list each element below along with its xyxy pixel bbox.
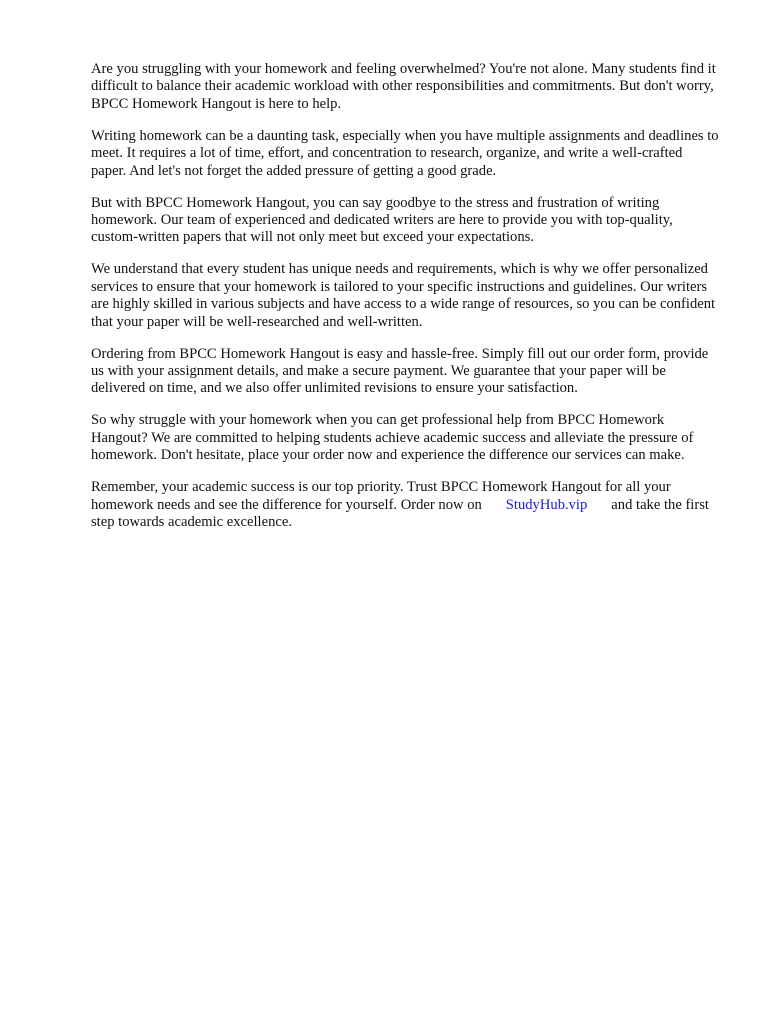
paragraph-intro: Are you struggling with your homework and feeling overwhelmed? You're not alone. Many students find it difficult to balance their academic workload with other responsibilities and commitments. But don't worry, BPCC Homework Hangout is here to help. [91, 61, 716, 112]
paragraph-why-struggle: So why struggle with your homework when you can get professional help from BPCC Homework Hangout? We are committed to helping students achieve academic success and alleviate the pressure of homework. Don't hesitate, place your order now and experience the difference our services can make. [91, 412, 694, 464]
document-page [91, 61, 721, 546]
closing-text-before-link: Remember, your academic success is our top priority. Trust BPCC Homework Hangout for all your homework needs and see the difference for yourself. Order now on [91, 479, 671, 513]
paragraph-say-goodbye: But with BPCC Homework Hangout, you can say goodbye to the stress and frustration of writing homework. Our team of experienced and dedicated writers are here to provide you with top-quality, custom-written papers that will not only meet but exceed your expectations. [91, 194, 673, 246]
paragraph-ordering: Ordering from BPCC Homework Hangout is easy and hassle-free. Simply fill out our order form, provide us with your assignment details, and make a secure payment. We guarantee that your paper will be delivered on time, and we also offer unlimited revisions to ensure your satisfaction. [91, 345, 709, 397]
paragraph-writing-homework: Writing homework can be a daunting task, especially when you have multiple assignments and deadlines to meet. It requires a lot of time, effort, and concentration to research, organize, and write a well-crafted paper. And let's not forget the added pressure of getting a good grade. [91, 127, 719, 179]
studyhub-link[interactable]: StudyHub.vip [505, 496, 588, 513]
paragraph-personalized-services: We understand that every student has unique needs and requirements, which is why we offer personalized services to ensure that your homework is tailored to your specific instructions and guidelines. Our writers are highly skilled in various subjects and have access to a wide range of resources, so you can be confident that your paper will be well-researched and well-written. [91, 261, 716, 330]
closing-text-after-link: and take the first step towards academic excellence. [91, 496, 709, 531]
paragraph-closing [91, 479, 721, 531]
